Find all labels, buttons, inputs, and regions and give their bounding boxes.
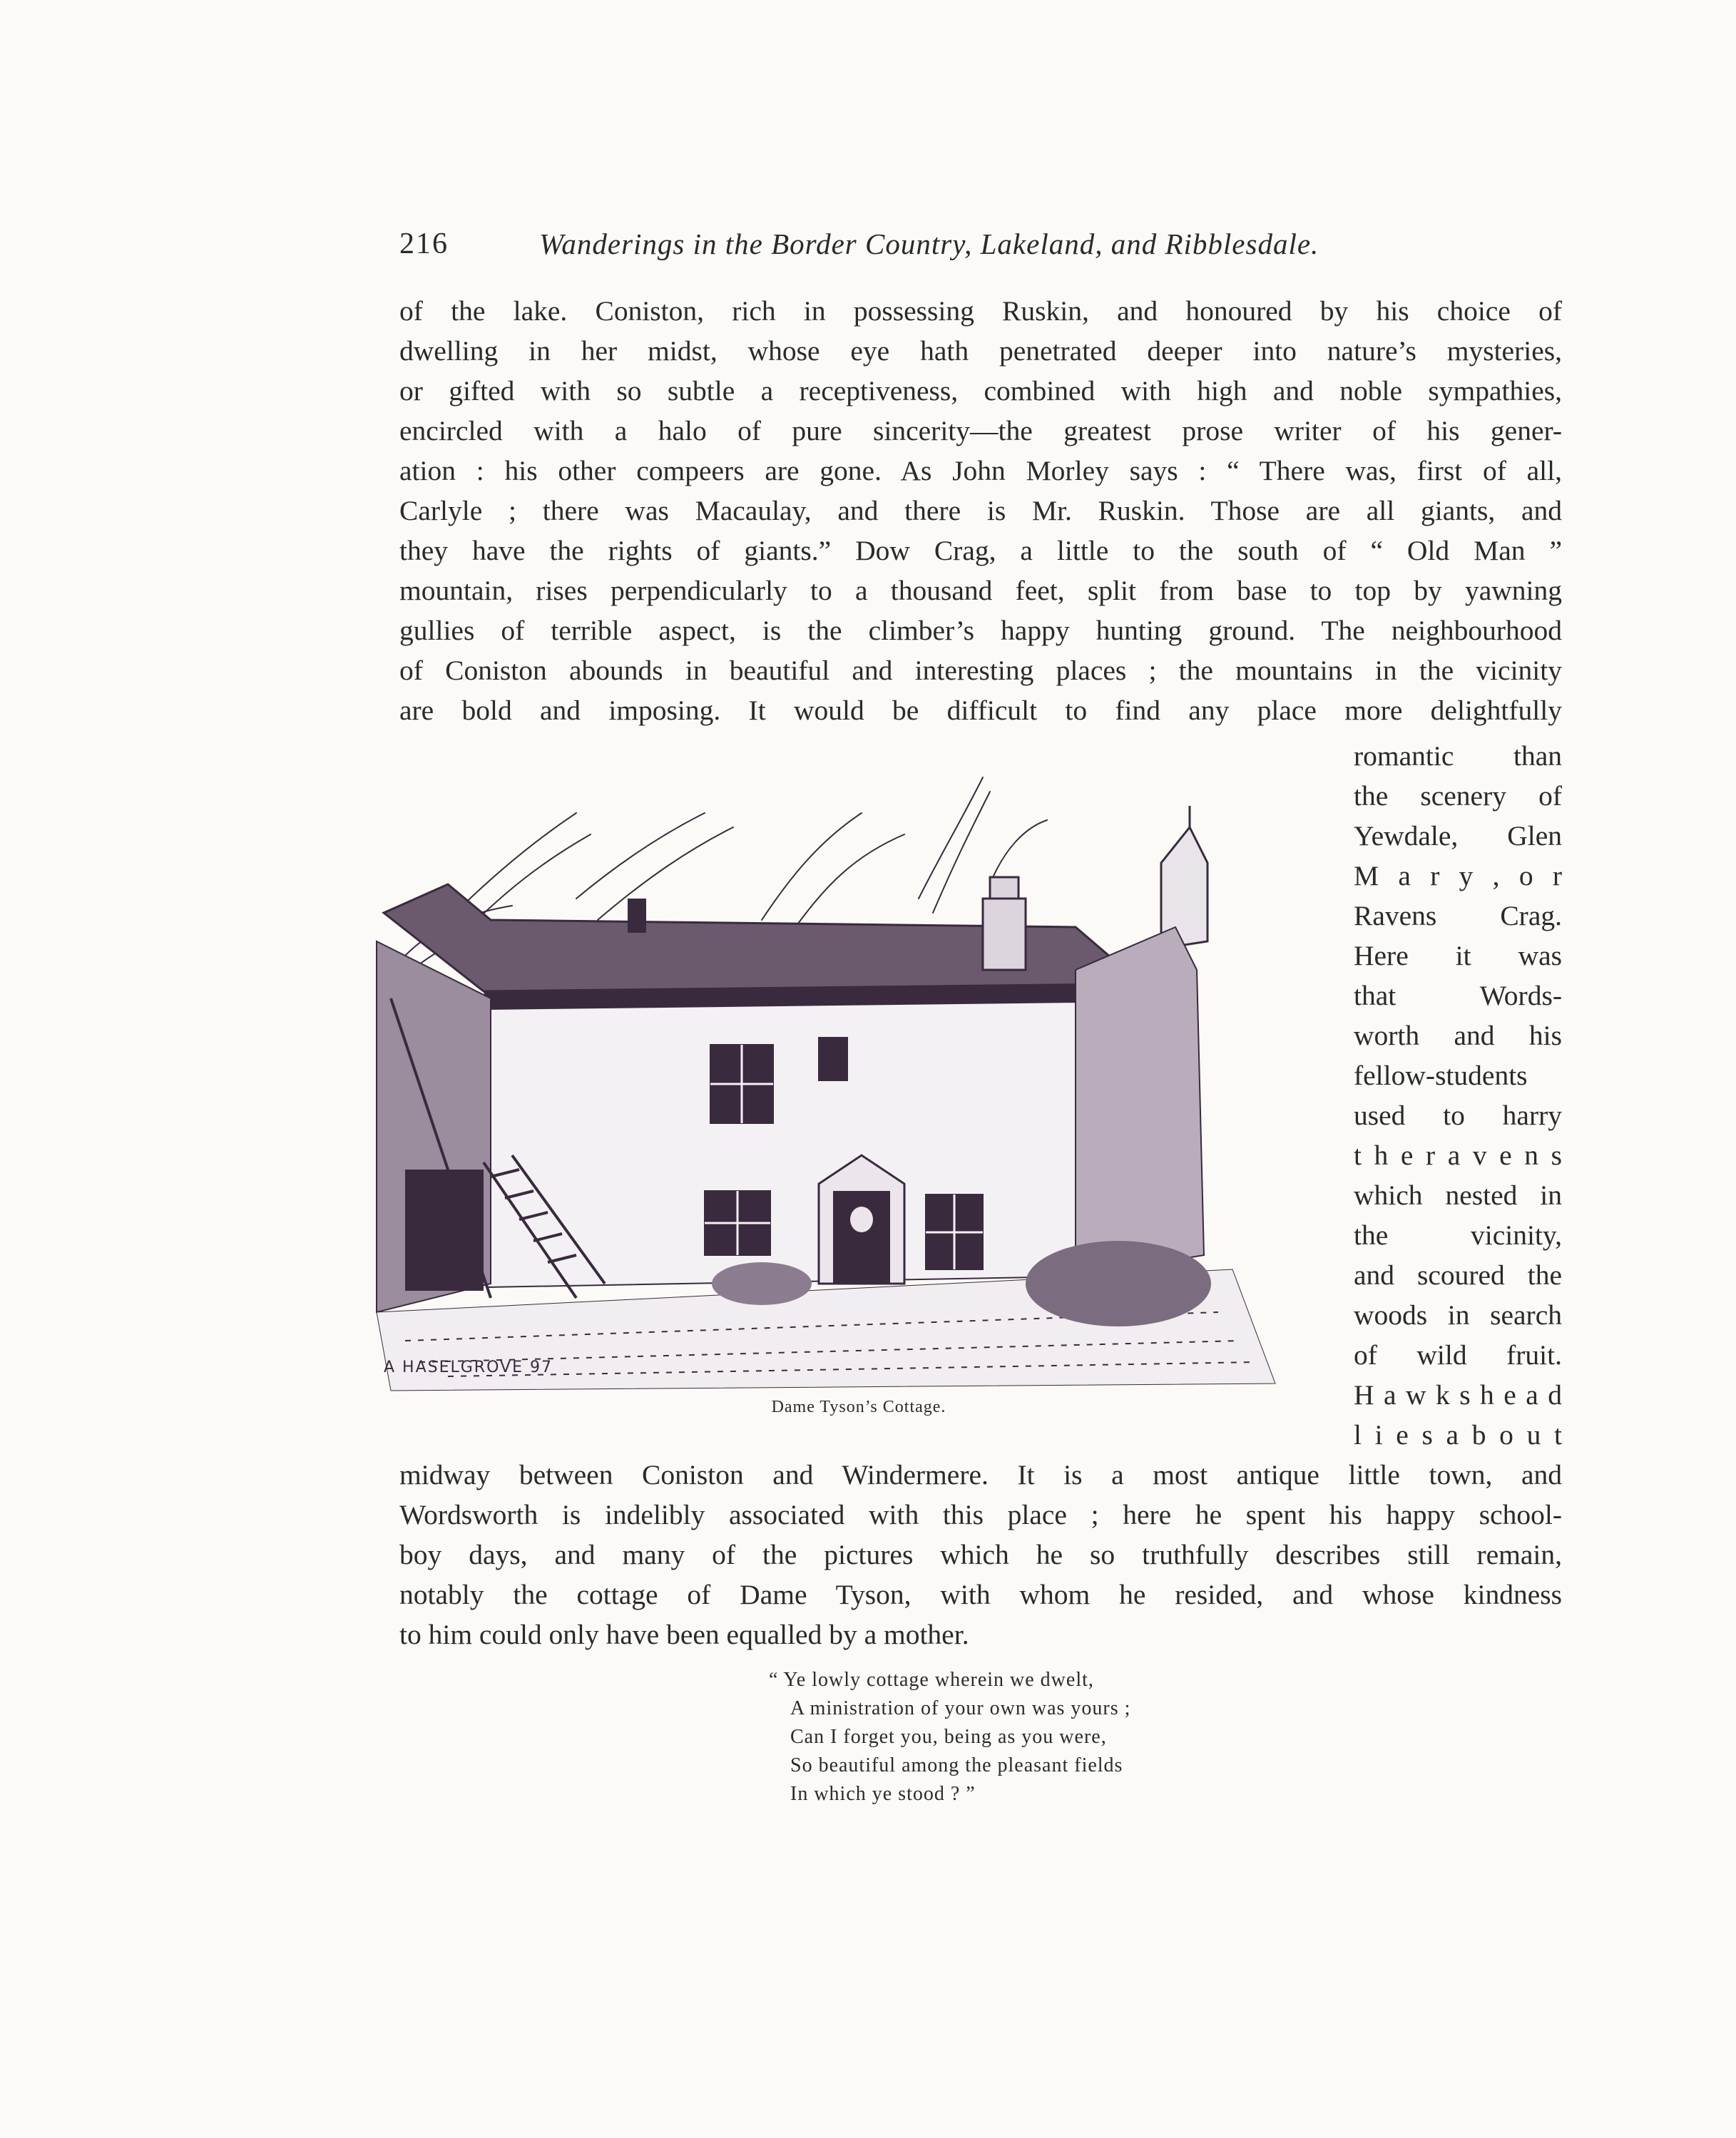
- side-line: Here it was: [1354, 940, 1562, 971]
- verse-line: In which ye stood ? ”: [790, 1783, 976, 1805]
- page-number: 216: [399, 227, 449, 260]
- side-line: H a w k s h e a d: [1354, 1379, 1562, 1411]
- figure-caption: Dame Tyson’s Cottage.: [771, 1398, 946, 1416]
- book-title: Wanderings in the Border Country, Lakeland, and Ribblesdale.: [539, 227, 1319, 260]
- text-line: mountain, rises perpendicularly to a thousand feet, split from base to top by yawning: [399, 575, 1562, 606]
- text-line: dwelling in her midst, whose eye hath penetrated deeper into nature’s mysteries,: [399, 335, 1562, 367]
- text-line: encircled with a halo of pure sincerity—the greatest prose writer of his gener-: [399, 415, 1562, 446]
- side-line: M a r y , o r: [1354, 860, 1562, 891]
- side-line: Yewdale, Glen: [1354, 820, 1562, 851]
- side-line: used to harry: [1354, 1100, 1562, 1131]
- text-line: notably the cottage of Dame Tyson, with whom he resided, and whose kindness: [399, 1579, 1562, 1610]
- verse-line: “ Ye lowly cottage wherein we dwelt,: [769, 1669, 1094, 1691]
- text-line: of Coniston abounds in beautiful and interesting places ; the mountains in the vicinity: [399, 655, 1562, 686]
- text-line: midway between Coniston and Windermere. It is a most antique little town, and: [399, 1459, 1562, 1490]
- side-line: t h e r a v e n s: [1354, 1140, 1562, 1171]
- text-line: ation : his other compeers are gone. As John Morley says : “ There was, first of all,: [399, 455, 1562, 486]
- side-line: that Words-: [1354, 980, 1562, 1011]
- side-line: which nested in: [1354, 1180, 1562, 1211]
- side-line: the vicinity,: [1354, 1219, 1562, 1251]
- verse-line: So beautiful among the pleasant fields: [790, 1754, 1123, 1776]
- text-line: are bold and imposing. It would be difficult to find any place more delightfully: [399, 695, 1562, 726]
- text-line: or gifted with so subtle a receptiveness, combined with high and noble sympathies,: [399, 375, 1562, 406]
- side-line: of wild fruit.: [1354, 1339, 1562, 1371]
- side-line: the scenery of: [1354, 780, 1562, 812]
- verse-line: Can I forget you, being as you were,: [790, 1726, 1107, 1748]
- text-line: boy days, and many of the pictures which he so truthfully describes still remain,: [399, 1539, 1562, 1570]
- text-line: to him could only have been equalled by a mother.: [399, 1619, 969, 1650]
- side-line: woods in search: [1354, 1299, 1562, 1331]
- text-line: Carlyle ; there was Macaulay, and there is Mr. Ruskin. Those are all giants, and: [399, 495, 1562, 526]
- text-line: of the lake. Coniston, rich in possessing Ruskin, and honoured by his choice of: [399, 295, 1562, 327]
- running-head: [399, 227, 1412, 270]
- cottage-illustration: [362, 756, 1318, 1398]
- side-line: worth and his: [1354, 1020, 1562, 1051]
- side-line: fellow-students: [1354, 1060, 1528, 1091]
- text-line: they have the rights of giants.” Dow Crag, a little to the south of “ Old Man ”: [399, 535, 1562, 566]
- text-line: gullies of terrible aspect, is the climber’s happy hunting ground. The neighbourhood: [399, 615, 1562, 646]
- side-line: and scoured the: [1354, 1259, 1562, 1291]
- verse-line: A ministration of your own was yours ;: [790, 1697, 1131, 1719]
- side-line: l i e s a b o u t: [1354, 1419, 1562, 1451]
- text-line: Wordsworth is indelibly associated with this place ; here he spent his happy school-: [399, 1499, 1562, 1530]
- side-line: Ravens Crag.: [1354, 900, 1562, 931]
- side-line: romantic than: [1354, 740, 1562, 772]
- illustrator-signature: A HASELGROVE 97: [384, 1359, 553, 1376]
